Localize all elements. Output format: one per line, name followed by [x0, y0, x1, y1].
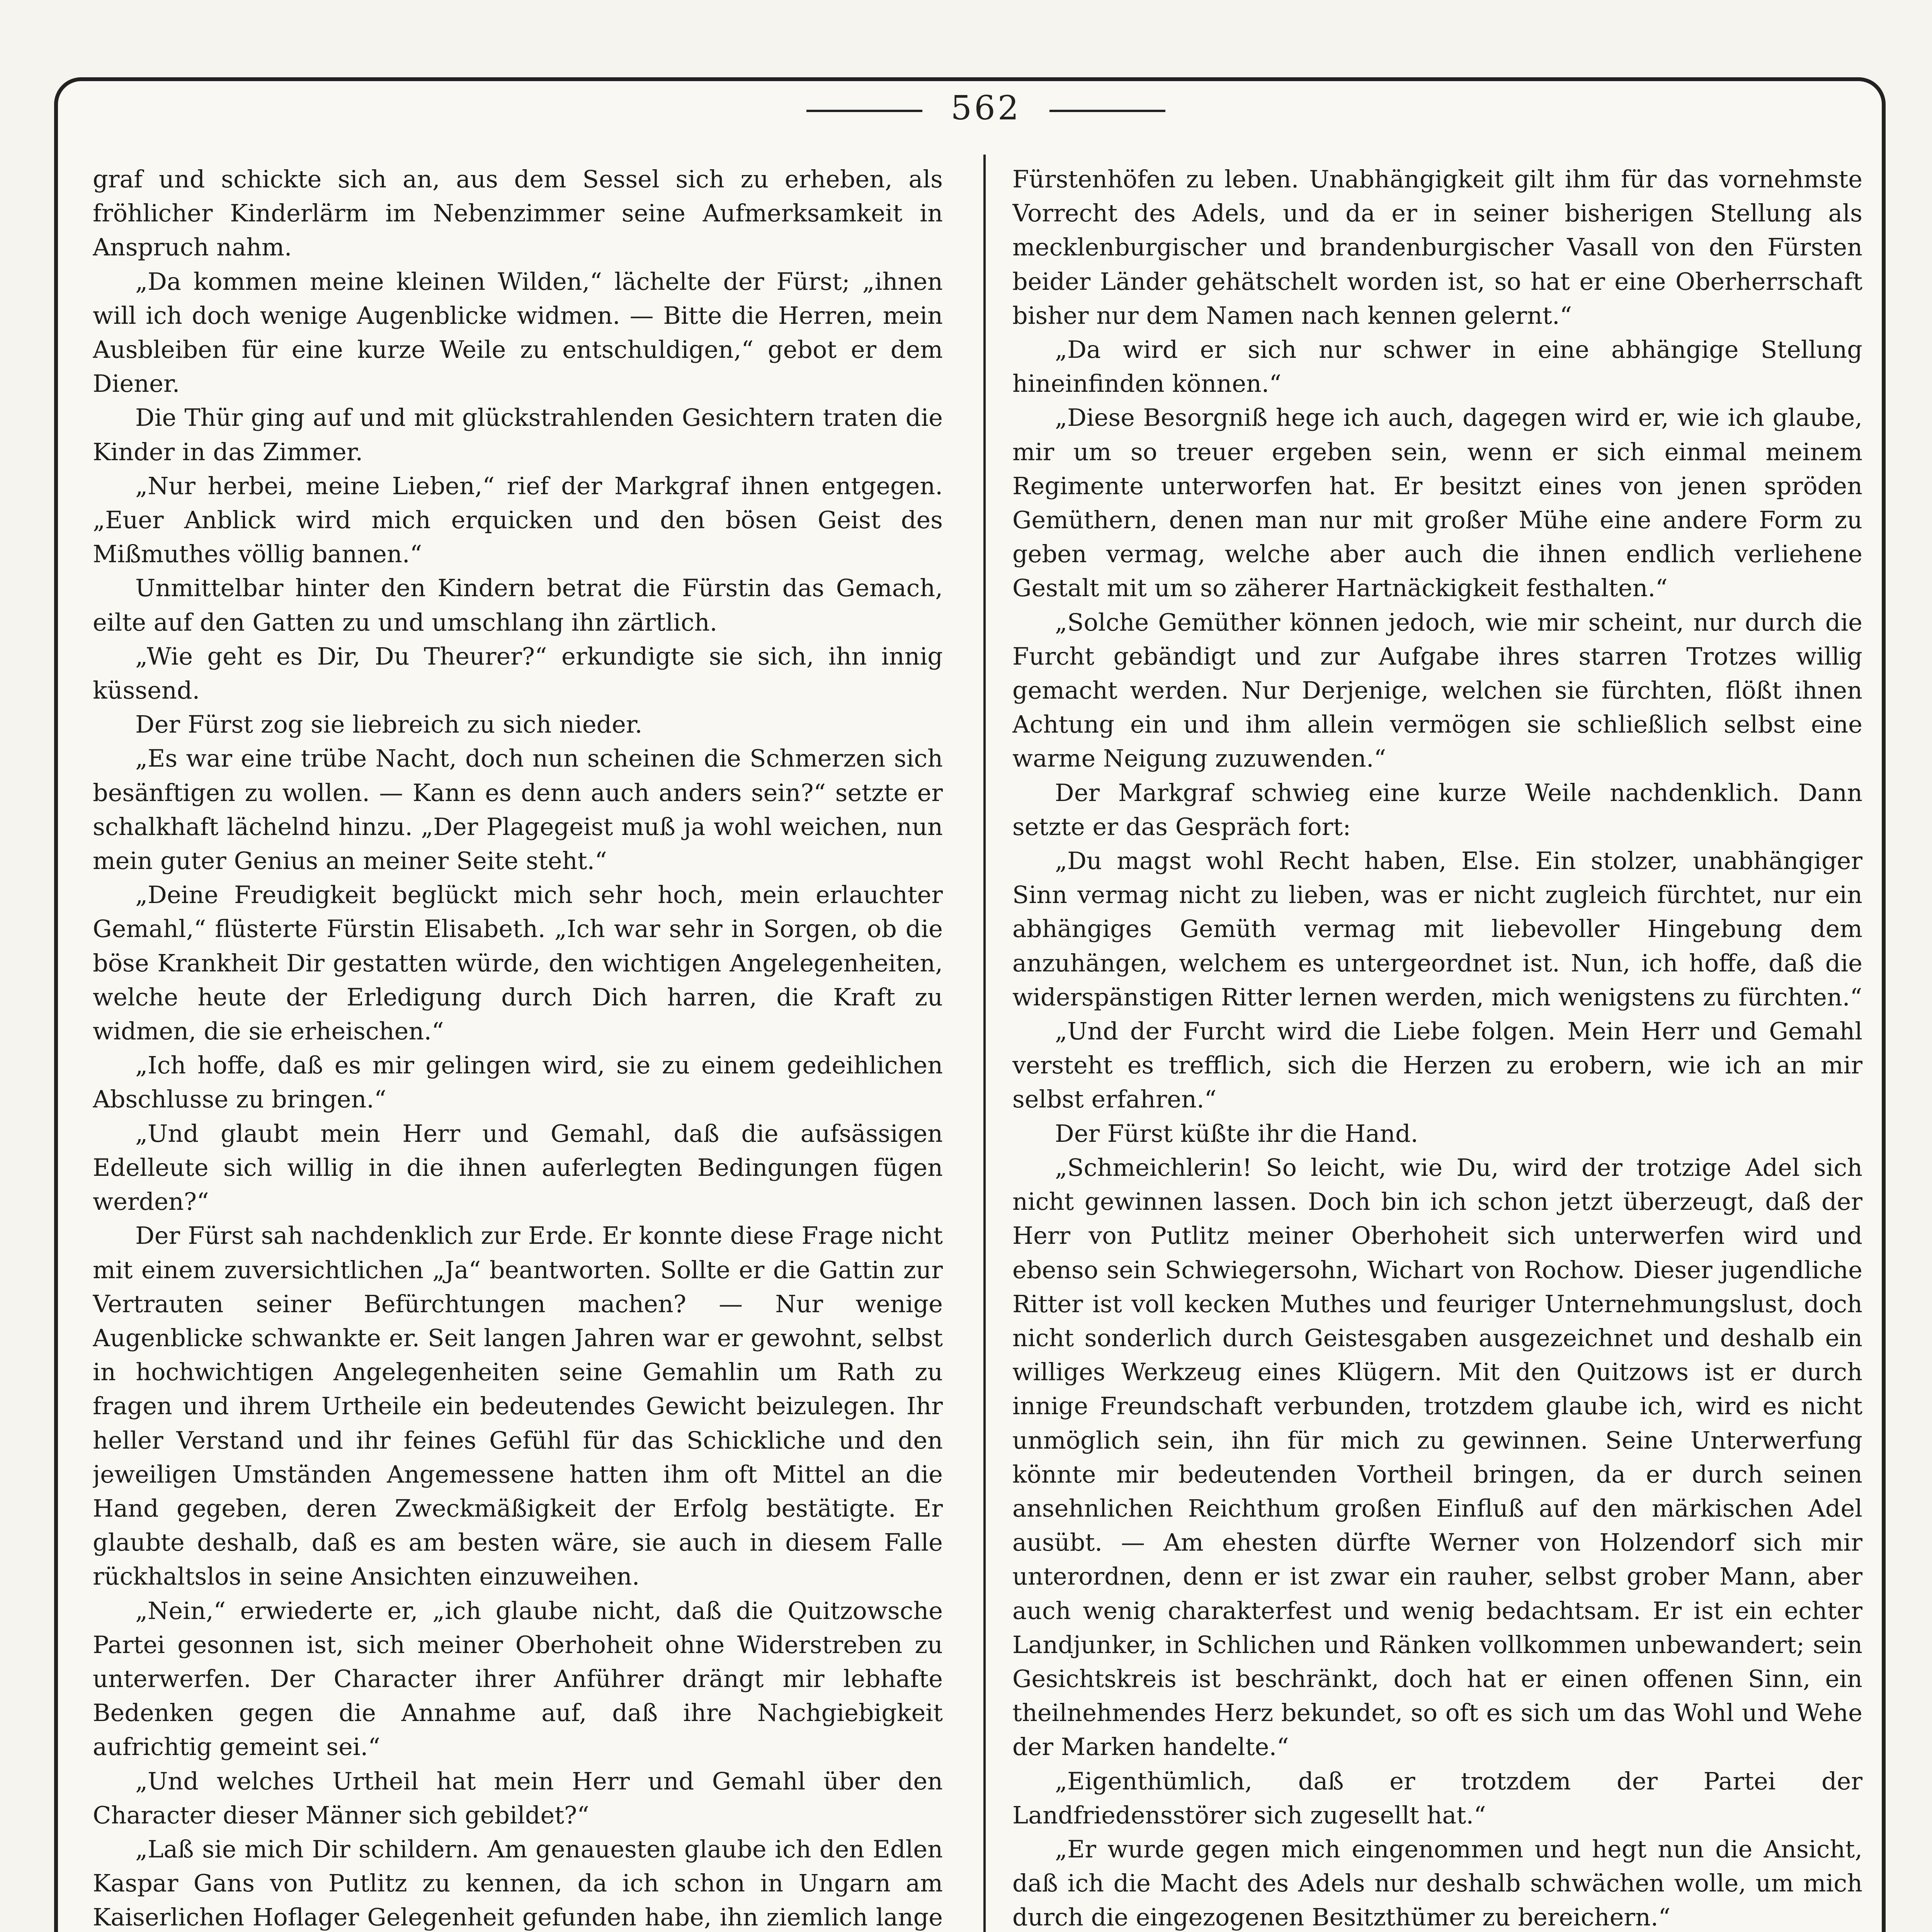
paragraph: „Solche Gemüther können jedoch, wie mir scheint, nur durch die Furcht gebändigt und zur Aufgabe ihres starren Trotzes willig gemacht werden. Nur Derjenige, welchen sie fürchten, flößt ihnen Achtung ein und ihm allein vermögen sie schließlich selbst eine warme Neigung zuzuwenden.“ [1012, 608, 1862, 773]
paragraph: „Eigenthümlich, daß er trotzdem der Partei der Landfriedensstörer sich zugesellt hat.“ [1012, 1767, 1862, 1829]
page-number-header [0, 89, 1932, 128]
paragraph: „Laß sie mich Dir schildern. Am genauesten glaube ich den Edlen Kaspar Gans von Putlitz zu kennen, da ich schon in Ungarn am Kaiserlichen Hoflager Gelegenheit gefunden habe, ihn ziemlich lange [93, 1835, 943, 1932]
paragraph: Fürstenhöfen zu leben. Unabhängigkeit gilt ihm für das vornehmste Vorrecht des Adels, und da er in seiner bisherigen Stellung als mecklenburgischer und brandenburgischer Vasall von den Fürsten beider Länder gehätschelt worden ist, so hat er eine Oberherrschaft bisher nur dem Namen nach kennen gelernt.“ [1012, 165, 1862, 330]
folio-rule-right [1049, 110, 1165, 112]
folio-rule-left [806, 110, 922, 112]
column-divider [983, 155, 986, 1932]
paragraph: „Es war eine trübe Nacht, doch nun scheinen die Schmerzen sich besänftigen zu wollen. — Kann es denn auch anders sein?“ setzte er schalkhaft lächelnd hinzu. „Der Plagegeist muß ja wohl weichen, nun mein guter Genius an meiner Seite steht.“ [93, 744, 943, 875]
paragraph: „Nein,“ erwiederte er, „ich glaube nicht, daß die Quitzowsche Partei gesonnen ist, sich meiner Oberhoheit ohne Widerstreben zu unterwerfen. Der Character ihrer Anführer drängt mir lebhafte Bedenken gegen die Annahme auf, daß ihre Nachgiebigkeit aufrichtig gemeint sei.“ [93, 1596, 943, 1761]
paragraph: Die Thür ging auf und mit glückstrahlenden Gesichtern traten die Kinder in das Zimmer. [93, 403, 943, 466]
paragraph: Der Fürst zog sie liebreich zu sich nieder. [135, 710, 643, 739]
paragraph: Unmittelbar hinter den Kindern betrat die Fürstin das Gemach, eilte auf den Gatten zu und umschlang ihn zärtlich. [93, 574, 943, 636]
paragraph: „Wie geht es Dir, Du Theurer?“ erkundigte sie sich, ihn innig küssend. [93, 642, 943, 705]
paragraph: „Und glaubt mein Herr und Gemahl, daß die aufsässigen Edelleute sich willig in die ihnen auferlegten Bedingungen fügen werden?“ [93, 1119, 943, 1216]
paragraph: graf und schickte sich an, aus dem Sessel sich zu erheben, als fröhlicher Kinderlärm im Nebenzimmer seine Aufmerksamkeit in Anspruch nahm. [93, 165, 943, 262]
paragraph: Der Fürst küßte ihr die Hand. [1055, 1119, 1418, 1148]
paragraph: „Deine Freudigkeit beglückt mich sehr hoch, mein erlauchter Gemahl,“ flüsterte Fürstin Elisabeth. „Ich war sehr in Sorgen, ob die böse Krankheit Dir gestatten würde, den wichtigen Angelegenheiten, welche heute der Erledigung durch Dich harren, die Kraft zu widmen, die sie erheischen.“ [93, 881, 943, 1046]
paragraph: „Und welches Urtheil hat mein Herr und Gemahl über den Character dieser Männer sich gebildet?“ [93, 1767, 943, 1829]
paragraph: Der Markgraf schwieg eine kurze Weile nachdenklich. Dann setzte er das Gespräch fort: [1012, 778, 1862, 841]
paragraph: „Er wurde gegen mich eingenommen und hegt nun die Ansicht, daß ich die Macht des Adels nur deshalb schwächen wolle, um mich durch die eingezogenen Besitzthümer zu bereichern.“ [1012, 1835, 1862, 1932]
page-number: 562 [951, 89, 1021, 128]
paragraph: „Ich hoffe, daß es mir gelingen wird, sie zu einem gedeihlichen Abschlusse zu bringen.“ [93, 1051, 943, 1114]
paragraph: Der Fürst sah nachdenklich zur Erde. Er konnte diese Frage nicht mit einem zuversichtlichen „Ja“ beantworten. Sollte er die Gattin zur Vertrauten seiner Befürchtungen machen? — Nur wenige Augenblicke schwankte er. Seit langen Jahren war er gewohnt, selbst in hochwichtigen Angelegenheiten seine Gemahlin um Rath zu fragen und ihrem Urtheile ein bedeutendes Gewicht beizulegen. Ihr heller Verstand und ihr feines Gefühl für das Schickliche und den jeweiligen Umständen Angemessene hatten ihm oft Mittel an die Hand gegeben, deren Zweckmäßigkeit der Erfolg bestätigte. Er glaubte deshalb, daß es am besten wäre, sie auch in diesem Falle rückhaltslos in seine Ansichten einzuweihen. [93, 1221, 943, 1591]
left-column [93, 162, 943, 1932]
right-column [1012, 162, 1862, 1932]
paragraph: „Schmeichlerin! So leicht, wie Du, wird der trotzige Adel sich nicht gewinnen lassen. Doch bin ich schon jetzt überzeugt, daß der Herr von Putlitz meiner Oberhoheit sich unterwerfen wird und ebenso sein Schwiegersohn, Wichart von Rochow. Dieser jugendliche Ritter ist voll kecken Muthes und feuriger Unternehmungslust, doch nicht sonderlich durch Geistesgaben ausgezeichnet und deshalb ein williges Werkzeug eines Klügern. Mit den Quitzows ist er durch innige Freundschaft verbunden, trotzdem glaube ich, wird es nicht unmöglich sein, ihn für mich zu gewinnen. Seine Unterwerfung könnte mir bedeutenden Vortheil bringen, da er durch seinen ansehnlichen Reichthum großen Einfluß auf den märkischen Adel ausübt. — Am ehesten dürfte Werner von Holzendorf sich mir unterordnen, denn er ist zwar ein rauher, selbst grober Mann, aber auch wenig charakterfest und wenig bedachtsam. Er ist ein echter Landjunker, in Schlichen und Ränken vollkommen unbewandert; sein Gesichtskreis ist beschränkt, doch hat er einen offenen Sinn, ein theilnehmendes Herz bekundet, so oft es sich um das Wohl und Wehe der Marken handelte.“ [1012, 1153, 1862, 1761]
paragraph: „Da wird er sich nur schwer in eine abhängige Stellung hineinfinden können.“ [1012, 335, 1862, 398]
paragraph: „Da kommen meine kleinen Wilden,“ lächelte der Fürst; „ihnen will ich doch wenige Augenblicke widmen. — Bitte die Herren, mein Ausbleiben für eine kurze Weile zu entschuldigen,“ gebot er dem Diener. [93, 267, 943, 398]
paragraph: „Nur herbei, meine Lieben,“ rief der Markgraf ihnen entgegen. „Euer Anblick wird mich erquicken und den bösen Geist des Mißmuthes völlig bannen.“ [93, 471, 943, 568]
paragraph: „Und der Furcht wird die Liebe folgen. Mein Herr und Gemahl versteht es trefflich, sich die Herzen zu erobern, wie ich an mir selbst erfahren.“ [1012, 1017, 1862, 1114]
paragraph: „Diese Besorgniß hege ich auch, dagegen wird er, wie ich glaube, mir um so treuer ergeben sein, wenn er sich einmal meinem Regimente unterworfen hat. Er besitzt eines von jenen spröden Gemüthern, denen man nur mit großer Mühe eine andere Form zu geben vermag, welche aber auch die ihnen endlich verliehene Gestalt mit um so zäherer Hartnäckigkeit festhalten.“ [1012, 403, 1862, 602]
paragraph: „Du magst wohl Recht haben, Else. Ein stolzer, unabhängiger Sinn vermag nicht zu lieben, was er nicht zugleich fürchtet, nur ein abhängiges Gemüth vermag mit liebevoller Hingebung dem anzuhängen, welchem es untergeordnet ist. Nun, ich hoffe, daß die widerspänstigen Ritter lernen werden, mich wenigstens zu fürchten.“ [1012, 847, 1862, 1011]
